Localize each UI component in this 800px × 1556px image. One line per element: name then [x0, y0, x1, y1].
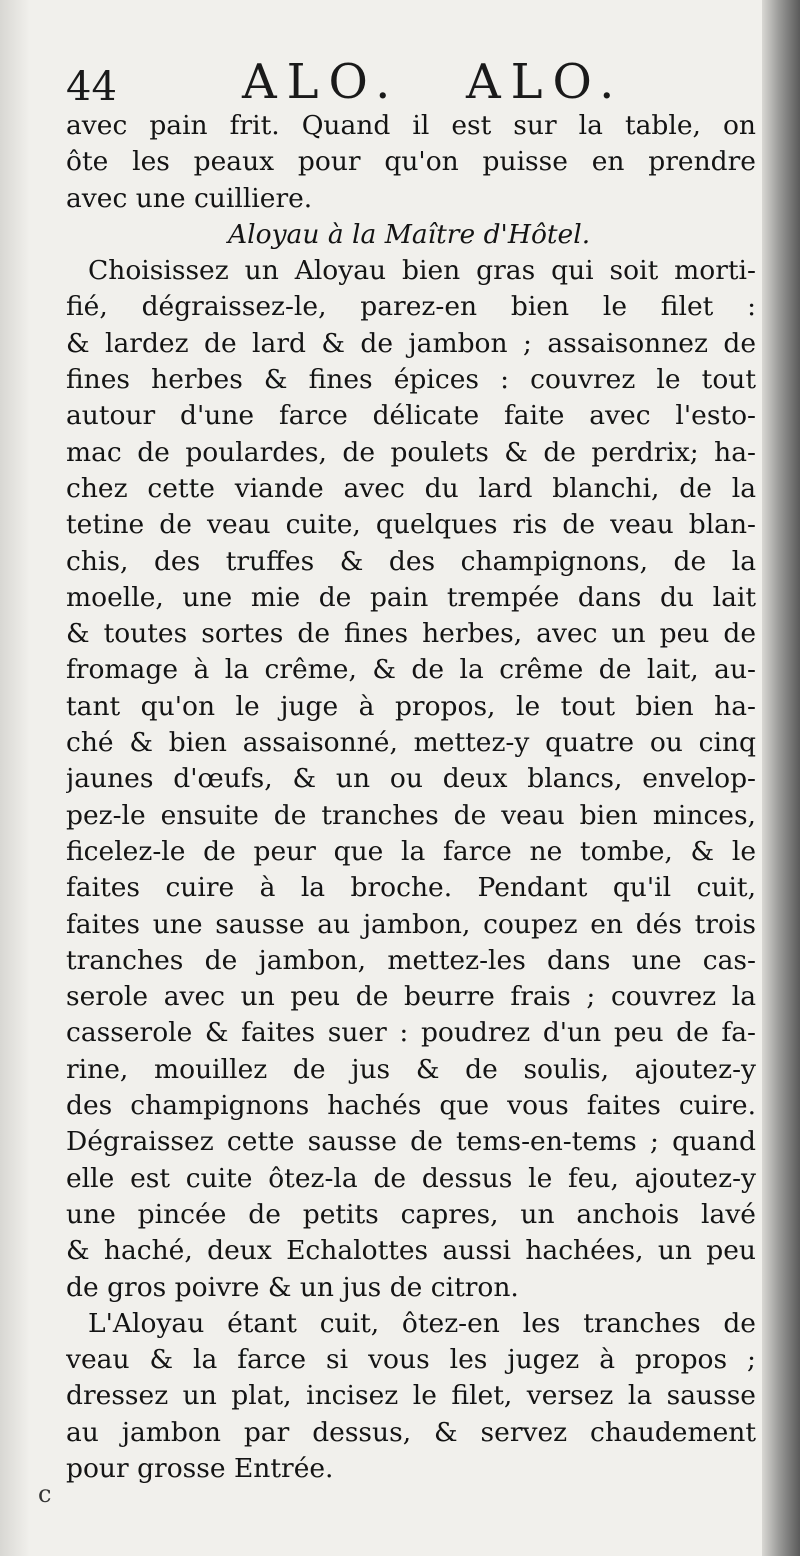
text-line: fromage à la crême, & de la crême de lait, au-	[66, 654, 756, 686]
page-number: 44	[66, 64, 117, 110]
text-line: jaunes d'œufs, & un ou deux blancs, envelop-	[66, 763, 756, 795]
text-line: au jambon par dessus, & servez chaudement	[66, 1416, 756, 1448]
text-line: serole avec un peu de beurre frais ; couvrez la	[66, 981, 756, 1013]
text-line: faites une sausse au jambon, coupez en dés trois	[66, 908, 756, 940]
text-line: & toutes sortes de fines herbes, avec un peu de	[66, 618, 756, 650]
gutter-shadow	[0, 0, 30, 1556]
text-line: fines herbes & fines épices : couvrez le tout	[66, 364, 756, 396]
text-line: mac de poulardes, de poulets & de perdrix; ha-	[66, 436, 756, 468]
text-line: elle est cuite ôtez-la de dessus le feu, ajoutez-y	[66, 1162, 756, 1194]
text-line: ficelez-le de peur que la farce ne tombe, & le	[66, 835, 756, 867]
text-line: pour grosse Entrée.	[66, 1452, 334, 1484]
text-line: ôte les peaux pour qu'on puisse en prendre	[66, 146, 756, 178]
text-line: Choisissez un Aloyau bien gras qui soit morti-	[88, 255, 756, 287]
text-line: avec une cuilliere.	[66, 182, 313, 214]
text-line: des champignons hachés que vous faites cuire.	[66, 1090, 756, 1122]
text-line: chis, des truffes & des champignons, de la	[66, 545, 756, 577]
page-edge	[762, 0, 800, 1556]
text-line: autour d'une farce délicate faite avec l'esto-	[66, 400, 756, 432]
text-line: dressez un plat, incisez le filet, versez la sausse	[66, 1380, 756, 1412]
text-line: avec pain frit. Quand il est sur la table, on	[66, 110, 756, 141]
text-line: moelle, une mie de pain trempée dans du lait	[66, 581, 756, 613]
text-line: rine, mouillez de jus & de soulis, ajoutez-y	[66, 1053, 756, 1085]
text-line: & haché, deux Echalottes aussi hachées, un peu	[66, 1235, 756, 1267]
text-line: chez cette viande avec du lard blanchi, de la	[66, 472, 756, 504]
text-line: tranches de jambon, mettez-les dans une cas-	[66, 944, 756, 976]
body-text	[66, 108, 756, 1487]
text-line: pez-le ensuite de tranches de veau bien minces,	[66, 799, 756, 831]
stray-mark: c	[38, 1480, 52, 1508]
text-line: & lardez de lard & de jambon ; assaisonnez de	[66, 327, 756, 359]
text-line: une pincée de petits capres, un anchois lavé	[66, 1198, 756, 1230]
text-line: tant qu'on le juge à propos, le tout bien ha-	[66, 690, 756, 722]
recipe-title: Aloyau à la Maître d'Hôtel.	[228, 218, 591, 250]
text-line: de gros poivre & un jus de citron.	[66, 1271, 519, 1303]
text-line: veau & la farce si vous les jugez à propos ;	[66, 1344, 756, 1376]
text-line: fié, dégraissez-le, parez-en bien le filet :	[66, 291, 756, 323]
running-head-right: ALO.	[466, 54, 625, 110]
text-line: ché & bien assaisonné, mettez-y quatre ou cinq	[66, 727, 756, 759]
text-line: casserole & faites suer : poudrez d'un peu de fa-	[66, 1017, 756, 1049]
running-head-left: ALO.	[242, 54, 401, 110]
text-line: L'Aloyau étant cuit, ôtez-en les tranches de	[88, 1307, 756, 1339]
text-line: tetine de veau cuite, quelques ris de veau blan-	[66, 509, 756, 541]
text-line: Dégraissez cette sausse de tems-en-tems ; quand	[66, 1126, 756, 1158]
text-line: faites cuire à la broche. Pendant qu'il cuit,	[66, 872, 756, 904]
